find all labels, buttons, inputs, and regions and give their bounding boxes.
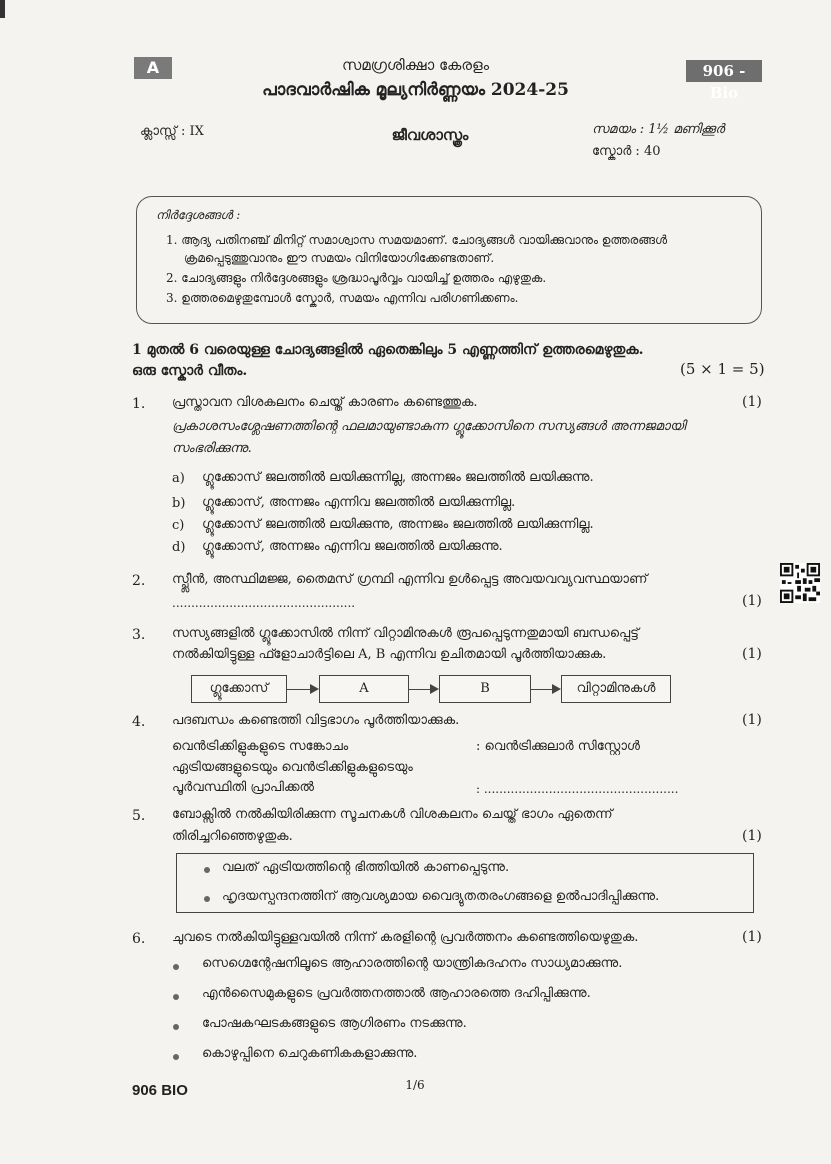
word-pair-right: : വെൻട്രിക്കുലാർ സിസ്റ്റോൾ: [476, 739, 640, 754]
liver-option: പോഷകഘടകങ്ങളുടെ ആഗിരണം നടക്കുന്നു.: [202, 1016, 467, 1031]
option-label: a): [172, 471, 185, 486]
flow-arrow: [409, 689, 431, 690]
bullet-icon: [173, 1024, 179, 1030]
arrow-head-icon: [430, 684, 439, 694]
section-heading: [132, 340, 732, 382]
section-heading-line: ഒരു സ്കോർ വീതം.: [132, 363, 248, 379]
question-3-mark: (1): [742, 646, 762, 662]
question-5-text: തിരിച്ചറിഞ്ഞെഴുതുക.: [172, 829, 293, 844]
bullet-icon: [204, 867, 210, 873]
paper-code-badge: 906 - Bio: [686, 60, 762, 82]
question-1-mark: (1): [742, 394, 762, 410]
word-pair-left: പൂർവസ്ഥിതി പ്രാപിക്കൽ: [172, 780, 314, 795]
arrow-head-icon: [552, 684, 561, 694]
flow-arrow: [287, 689, 311, 690]
option-label: b): [172, 496, 186, 511]
question-1-text: പ്രസ്താവന വിശകലനം ചെയ്ത് കാരണം കണ്ടെത്തുക.: [172, 395, 478, 410]
qr-code-icon: [780, 563, 820, 603]
section-heading-line: 1 മുതൽ 6 വരെയുള്ള ചോദ്യങ്ങളിൽ ഏതെങ്കിലും 5 എണ്ണത്തിന് ഉത്തരമെഴുതുക.: [132, 342, 644, 358]
class-label: ക്ലാസ്സ് : IX: [140, 124, 204, 139]
liver-option: എൻസൈമുകളുടെ പ്രവർത്തനത്താൽ ആഹാരത്തെ ദഹിപ്പിക്കുന്നു.: [202, 986, 591, 1001]
question-number: 4.: [132, 714, 146, 730]
word-pair-left: വെൻട്രിക്കിളുകളുടെ സങ്കോചം: [172, 739, 349, 754]
question-6-mark: (1): [742, 929, 762, 945]
word-pair-left: ഏട്രിയങ്ങളുടെയും വെൻട്രിക്കിളുകളുടെയും: [172, 760, 413, 775]
section-marks: (5 × 1 = 5): [680, 360, 765, 378]
flow-box-a: A: [319, 675, 409, 703]
page-number: 1/6: [405, 1078, 425, 1092]
question-4-mark: (1): [742, 712, 762, 728]
instruction-item: 2. ചോദ്യങ്ങളും നിർദ്ദേശങ്ങളും ശ്രദ്ധാപൂർവ്വം വായിച്ച് ഉത്തരം എഴുതുക.: [166, 271, 547, 285]
instructions-title: നിർദ്ദേശങ്ങൾ :: [156, 208, 241, 222]
question-number: 2.: [132, 573, 146, 589]
bullet-icon: [173, 994, 179, 1000]
bullet-icon: [204, 896, 210, 902]
question-number: 6.: [132, 931, 146, 947]
question-5-mark: (1): [742, 828, 762, 844]
word-pair-blank: : ...................................................: [476, 782, 679, 796]
option-text: ഗ്ലൂക്കോസ്, അന്നജം എന്നിവ ജലത്തിൽ ലയിക്കുന്നില്ല.: [202, 495, 516, 510]
scan-edge-mark: [0, 0, 5, 18]
instruction-item: ക്രമപ്പെടുത്തുവാനും ഈ സമയം വിനിയോഗിക്കേണ്ടതാണ്.: [184, 251, 495, 265]
subject-title: ജീവശാസ്ത്രം: [391, 126, 469, 144]
question-3-text: സസ്യങ്ങളിൽ ഗ്ലൂക്കോസിൽ നിന്ന് വിറ്റാമിനുകൾ രൂപപ്പെടുന്നതുമായി ബന്ധപ്പെട്ട്: [172, 626, 639, 641]
question-4-text: പദബന്ധം കണ്ടെത്തി വിട്ടഭാഗം പൂർത്തിയാക്കുക.: [172, 713, 460, 728]
question-number: 1.: [132, 396, 146, 412]
option-text: ഗ്ലൂക്കോസ് ജലത്തിൽ ലയിക്കുന്നില്ല, അന്നജം ജലത്തിൽ ലയിക്കുന്നു.: [202, 470, 594, 485]
set-label-badge: A: [134, 57, 172, 79]
hint-item: വലത് ഏട്രിയത്തിന്റെ ഭിത്തിയിൽ കാണപ്പെടുന്നു.: [222, 860, 510, 875]
flow-box-glucose: ഗ്ലൂക്കോസ്: [191, 675, 287, 703]
option-label: d): [172, 540, 186, 555]
liver-option: കൊഴുപ്പിനെ ചെറുകണികകളാക്കുന്നു.: [202, 1046, 418, 1061]
flow-arrow: [531, 689, 553, 690]
liver-option: സെഗ്മെന്റേഷനിലൂടെ ആഹാരത്തിന്റെ യാന്ത്രികദഹനം സാധ്യമാക്കുന്നു.: [202, 956, 623, 971]
flow-box-b: B: [439, 675, 531, 703]
answer-blank: ................................................: [172, 596, 356, 610]
question-2-mark: (1): [742, 593, 762, 609]
question-1-statement: പ്രകാശസംശ്ലേഷണത്തിന്റെ ഫലമായുണ്ടാകുന്ന ഗ്ലൂക്കോസിനെ സസ്യങ്ങൾ അന്നജമായി: [172, 419, 686, 434]
exam-title: പാദവാർഷിക മൂല്യനിർണ്ണയം 2024-25: [262, 80, 569, 100]
bullet-icon: [173, 1054, 179, 1060]
question-1-statement: സംഭരിക്കുന്നു.: [172, 441, 252, 456]
flow-box-vitamins: വിറ്റാമിനുകൾ: [561, 675, 671, 703]
bullet-icon: [173, 964, 179, 970]
option-text: ഗ്ലൂക്കോസ്, അന്നജം എന്നിവ ജലത്തിൽ ലയിക്കുന്നു.: [202, 539, 503, 554]
hint-item: ഹൃദയസ്പന്ദനത്തിന് ആവശ്യമായ വൈദ്യുതതരംഗങ്ങളെ ഉൽപാദിപ്പിക്കുന്നു.: [222, 889, 660, 904]
question-5-text: ബോക്സിൽ നൽകിയിരിക്കുന്ന സൂചനകൾ വിശകലനം ചെയ്ത് ഭാഗം ഏതെന്ന്: [172, 807, 613, 822]
instruction-item: 3. ഉത്തരമെഴുതുമ്പോൾ സ്കോർ, സമയം എന്നിവ പരിഗണിക്കണം.: [166, 291, 519, 305]
option-label: c): [172, 518, 185, 533]
question-number: 3.: [132, 627, 146, 643]
arrow-head-icon: [310, 684, 319, 694]
question-2-text: സ്പ്ലീൻ, അസ്ഥിമജ്ജ, തൈമസ് ഗ്രന്ഥി എന്നിവ ഉൾപ്പെട്ട അവയവവ്യവസ്ഥയാണ്: [172, 572, 648, 587]
org-name: സമഗ്രശിക്ഷാ കേരളം: [341, 56, 490, 74]
total-score: സ്കോർ : 40: [592, 144, 661, 159]
question-number: 5.: [132, 808, 146, 824]
footer-paper-code: 906 BIO: [132, 1082, 188, 1099]
option-text: ഗ്ലൂക്കോസ് ജലത്തിൽ ലയിക്കുന്നു, അന്നജം ജലത്തിൽ ലയിക്കുന്നില്ല.: [202, 517, 594, 532]
question-3-text: നൽകിയിട്ടുള്ള ഫ്ളോചാർട്ടിലെ A, B എന്നിവ ഉചിതമായി പൂർത്തിയാക്കുക.: [172, 647, 607, 662]
time-allowed: സമയം : 1½ മണിക്കൂർ: [592, 122, 725, 137]
question-6-text: ചുവടെ നൽകിയിട്ടുള്ളവയിൽ നിന്ന് കരളിന്റെ പ്രവർത്തനം കണ്ടെത്തിയെഴുതുക.: [172, 930, 639, 945]
instruction-item: 1. ആദ്യ പതിനഞ്ച് മിനിറ്റ് സമാശ്വാസ സമയമാണ്. ചോദ്യങ്ങൾ വായിക്കുവാനും ഉത്തരങ്ങൾ: [166, 233, 668, 247]
